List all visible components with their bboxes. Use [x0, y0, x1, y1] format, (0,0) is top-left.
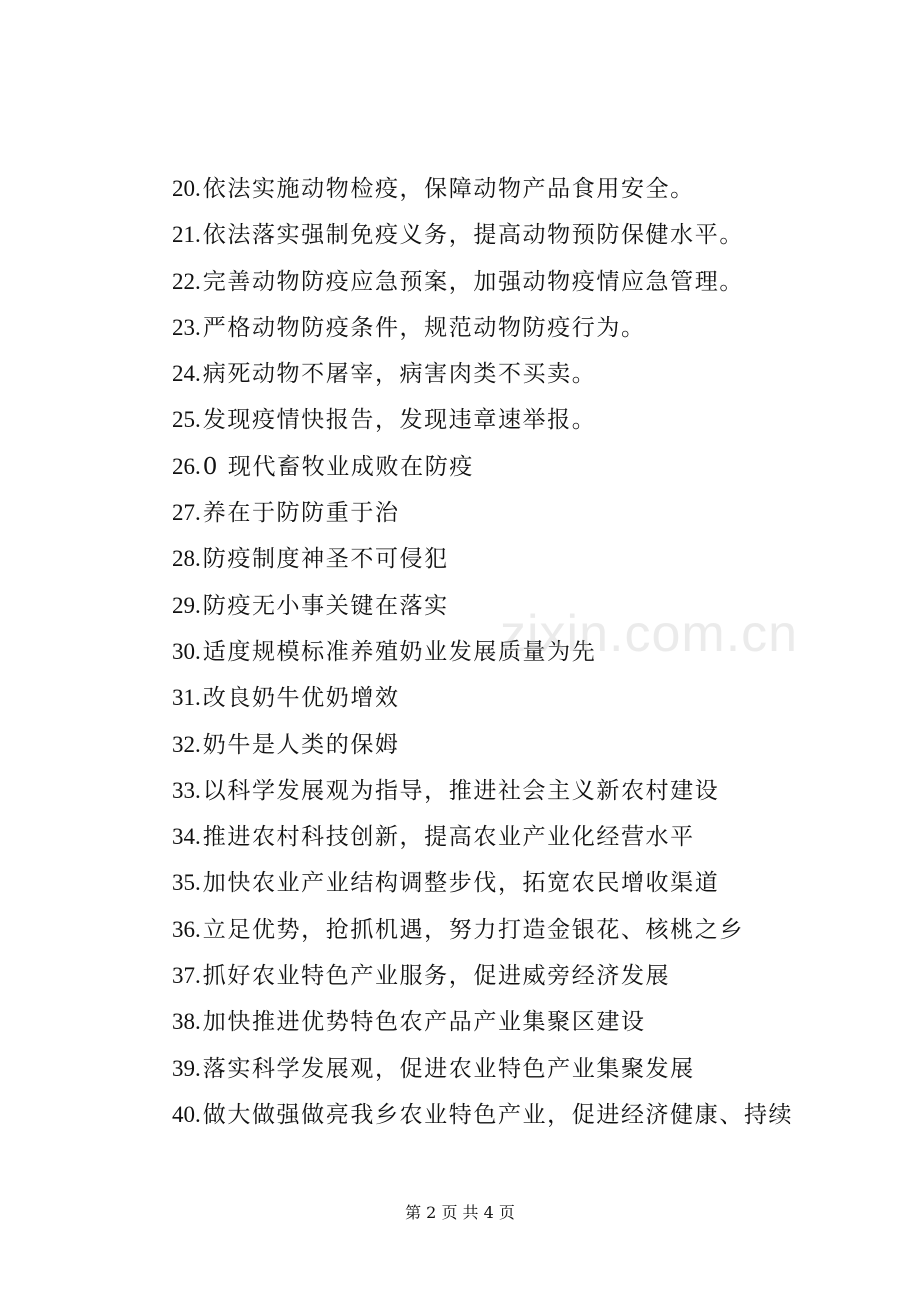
list-item [172, 860, 793, 906]
item-number: 24. [172, 361, 201, 387]
item-number: 36. [172, 916, 201, 942]
item-number: 30. [172, 638, 201, 664]
list-item [172, 1046, 793, 1092]
item-text: 发现疫情快报告，发现违章速举报。 [202, 407, 597, 434]
item-text: 推进农村科技创新，提高农业产业化经营水平 [202, 824, 695, 851]
item-text: 病死动物不屠宰，病害肉类不买卖。 [202, 361, 597, 388]
item-text: 防疫无小事关键在落实 [202, 592, 449, 619]
item-number: 27. [172, 500, 201, 526]
item-number: 26. [172, 453, 201, 479]
item-text: 防疫制度神圣不可侵犯 [202, 546, 449, 573]
item-number: 25. [172, 407, 201, 433]
list-item [172, 212, 793, 258]
list-item [172, 444, 793, 490]
item-number: 40. [172, 1101, 201, 1127]
item-text: 抓好农业特色产业服务，促进威旁经济发展 [202, 963, 671, 990]
item-number: 21. [172, 222, 201, 248]
item-text: 加快农业产业结构调整步伐，拓宽农民增收渠道 [202, 870, 720, 897]
list-item [172, 814, 793, 860]
item-number: 33. [172, 777, 201, 803]
list-item [172, 999, 793, 1045]
item-text: 依法实施动物检疫，保障动物产品食用安全。 [202, 176, 695, 202]
watermark: zixin.com.cn [500, 605, 799, 663]
list-item [172, 259, 793, 305]
page-footer: 第 2 页 共 4 页 [405, 1203, 515, 1222]
item-text: 以科学发展观为指导，推进社会主义新农村建设 [202, 777, 720, 804]
list-item [172, 490, 793, 536]
item-text: 奶牛是人类的保姆 [202, 731, 400, 758]
list-item [172, 953, 793, 999]
list-item [172, 397, 793, 443]
list-item [172, 675, 793, 721]
list-item [172, 166, 793, 212]
list-item [172, 351, 793, 397]
item-text: 完善动物防疫应急预案，加强动物疫情应急管理。 [202, 268, 744, 295]
item-number: 34. [172, 824, 201, 850]
item-text: 改良奶牛优奶增效 [202, 685, 400, 712]
item-number: 20. [172, 176, 201, 201]
list-item [172, 722, 793, 768]
item-text: 养在于防防重于治 [202, 500, 400, 527]
item-number: 29. [172, 592, 201, 618]
item-number: 32. [172, 731, 201, 757]
list-item [172, 305, 793, 351]
item-text: 适度规模标准养殖奶业发展质量为先 [202, 638, 597, 665]
item-text: 做大做强做亮我乡农业特色产业，促进经济健康、持续 [202, 1101, 794, 1128]
item-text: 落实科学发展观，促进农业特色产业集聚发展 [202, 1055, 695, 1082]
item-number: 37. [172, 963, 201, 989]
item-text: 依法落实强制免疫义务，提高动物预防保健水平。 [202, 222, 744, 249]
list-item [172, 907, 793, 953]
item-number: 22. [172, 268, 201, 294]
item-number: 35. [172, 870, 201, 896]
list-item [172, 768, 793, 814]
item-text: 立足优势，抢抓机遇，努力打造金银花、核桃之乡 [202, 916, 744, 943]
item-number: 23. [172, 314, 201, 340]
item-text: 加快推进优势特色农产品产业集聚区建设 [202, 1009, 646, 1036]
item-number: 28. [172, 546, 201, 572]
item-number: 31. [172, 685, 201, 711]
list-item [172, 536, 793, 582]
item-text: 0 现代畜牧业成败在防疫 [202, 453, 474, 480]
item-text: 严格动物防疫条件，规范动物防疫行为。 [202, 314, 646, 341]
list-item [172, 1092, 793, 1138]
item-number: 38. [172, 1009, 201, 1035]
item-number: 39. [172, 1055, 201, 1081]
